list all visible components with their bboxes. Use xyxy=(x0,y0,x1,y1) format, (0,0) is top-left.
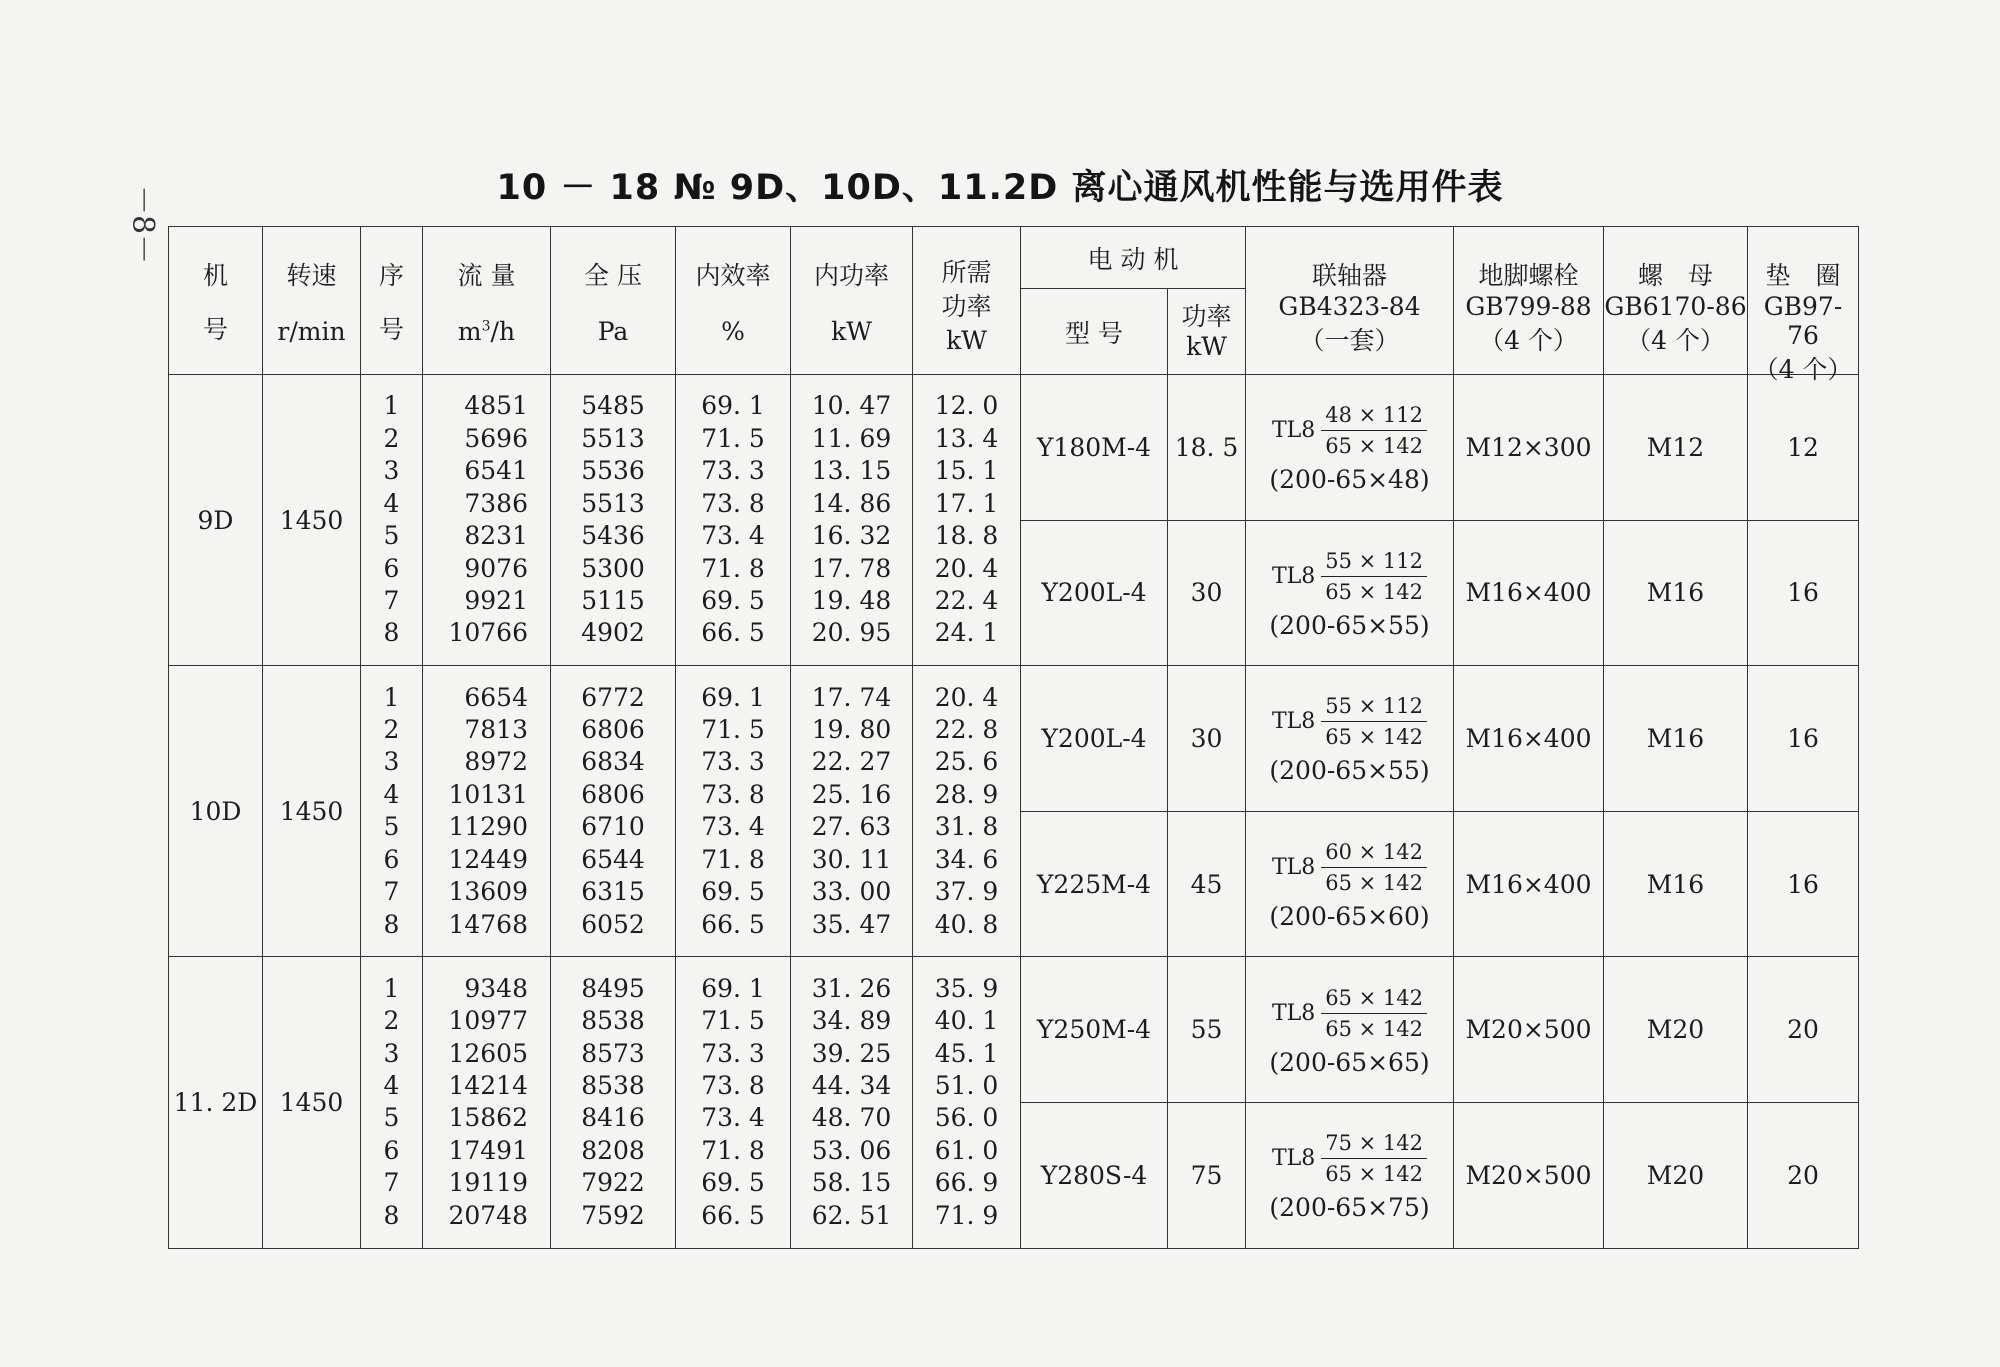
motor-power: 18. 5 xyxy=(1168,375,1246,521)
coupling-denominator: 65 × 142 xyxy=(1325,1016,1424,1041)
washer-cell: 12 xyxy=(1748,375,1859,521)
fan-performance-table xyxy=(168,226,1859,1249)
machine-cell: 9D xyxy=(169,375,263,666)
motor-model: Y200L-4 xyxy=(1021,520,1168,666)
inner-power-list xyxy=(791,957,913,1248)
coupling-type: TL8 xyxy=(1271,1000,1316,1026)
required-power-list-item: 40. 8 xyxy=(934,909,999,939)
coupling-cell xyxy=(1246,957,1454,1103)
efficiency-list-item: 73. 4 xyxy=(701,521,765,551)
inner-power-list-item: 58. 15 xyxy=(811,1168,892,1198)
flow-list-item: 20748 xyxy=(448,1200,528,1230)
efficiency-list-item: 73. 8 xyxy=(701,488,765,518)
seq-list-item: 8 xyxy=(383,909,400,939)
nut-cell: M12 xyxy=(1604,375,1748,521)
pressure-list xyxy=(551,957,676,1248)
inner-power-list-item: 11. 69 xyxy=(811,423,892,453)
header-required-power: 所需 功率 kW xyxy=(913,227,1021,375)
header-motor-power: 功率 kW xyxy=(1168,289,1246,375)
inner-power-list-item: 25. 16 xyxy=(811,779,892,809)
pressure-list-item: 5536 xyxy=(581,456,645,486)
seq-list-item: 4 xyxy=(383,779,400,809)
seq-list xyxy=(361,375,423,666)
header-seq: 序 号 xyxy=(361,227,423,375)
bolt-cell: M20×500 xyxy=(1454,957,1604,1103)
seq-list-item: 1 xyxy=(383,391,400,421)
efficiency-list-item: 69. 1 xyxy=(701,682,765,712)
pressure-list-item: 5436 xyxy=(581,521,645,551)
pressure-list xyxy=(551,666,676,957)
flow-list-item: 6541 xyxy=(464,456,528,486)
seq-list-item: 1 xyxy=(383,682,400,712)
seq-list-item: 4 xyxy=(383,1071,400,1101)
motor-model: Y250M-4 xyxy=(1021,957,1168,1103)
efficiency-list-item: 71. 8 xyxy=(701,1135,765,1165)
inner-power-list-item: 10. 47 xyxy=(811,391,892,421)
pressure-list-item: 5300 xyxy=(581,553,645,583)
flow-list xyxy=(423,666,551,957)
inner-power-list-item: 39. 25 xyxy=(811,1038,892,1068)
pressure-list-item: 8495 xyxy=(581,973,645,1003)
pressure-list-item: 8538 xyxy=(581,1071,645,1101)
coupling-numerator: 55 × 112 xyxy=(1321,546,1427,577)
efficiency-list-item: 73. 3 xyxy=(701,1038,765,1068)
seq-list-item: 1 xyxy=(383,973,400,1003)
coupling-type: TL8 xyxy=(1271,855,1316,881)
coupling-numerator: 48 × 112 xyxy=(1321,400,1427,431)
header-coupling: 联轴器 GB4323-84 （一套） xyxy=(1246,227,1454,375)
seq-list-item: 2 xyxy=(383,715,400,745)
pressure-list-item: 6710 xyxy=(581,812,645,842)
speed-cell: 1450 xyxy=(263,375,361,666)
coupling-numerator: 65 × 142 xyxy=(1321,983,1427,1014)
washer-cell: 20 xyxy=(1748,957,1859,1103)
efficiency-list-item: 69. 1 xyxy=(701,973,765,1003)
pressure-list-item: 8416 xyxy=(581,1103,645,1133)
header-machine: 机 号 xyxy=(169,227,263,375)
pressure-list-item: 5513 xyxy=(581,488,645,518)
flow-list-item: 7386 xyxy=(464,488,528,518)
coupling-spec: (200-65×65) xyxy=(1269,1047,1430,1077)
efficiency-list-item: 69. 5 xyxy=(701,585,765,615)
coupling-numerator: 55 × 112 xyxy=(1321,691,1427,722)
required-power-list-item: 20. 4 xyxy=(934,682,999,712)
efficiency-list-item: 66. 5 xyxy=(701,909,765,939)
coupling-type: TL8 xyxy=(1271,418,1316,444)
flow-list-item: 9921 xyxy=(464,585,528,615)
inner-power-list-item: 19. 48 xyxy=(811,585,892,615)
pressure-list-item: 7592 xyxy=(581,1200,645,1230)
flow-list-item: 10977 xyxy=(448,1006,528,1036)
flow-list-item: 8972 xyxy=(464,747,528,777)
required-power-list-item: 22. 4 xyxy=(934,585,999,615)
nut-cell: M16 xyxy=(1604,666,1748,812)
pressure-list-item: 6834 xyxy=(581,747,645,777)
inner-power-list-item: 34. 89 xyxy=(811,1006,892,1036)
pressure-list-item: 8208 xyxy=(581,1135,645,1165)
seq-list-item: 4 xyxy=(383,488,400,518)
washer-cell: 20 xyxy=(1748,1102,1859,1248)
header-motor-model: 型 号 xyxy=(1021,289,1168,375)
inner-power-list-item: 19. 80 xyxy=(811,715,892,745)
required-power-list-item: 22. 8 xyxy=(934,715,999,745)
coupling-denominator: 65 × 142 xyxy=(1325,579,1424,604)
motor-power: 30 xyxy=(1168,520,1246,666)
pressure-list xyxy=(551,375,676,666)
coupling-type: TL8 xyxy=(1271,709,1316,735)
inner-power-list-item: 48. 70 xyxy=(811,1103,892,1133)
required-power-list-item: 66. 9 xyxy=(934,1168,999,1198)
required-power-list-item: 35. 9 xyxy=(934,973,999,1003)
required-power-list-item: 13. 4 xyxy=(934,423,999,453)
coupling-cell xyxy=(1246,520,1454,666)
header-nut: 螺 母 GB6170-86 （4 个） xyxy=(1604,227,1748,375)
efficiency-list-item: 73. 3 xyxy=(701,747,765,777)
flow-list-item: 14768 xyxy=(448,909,528,939)
required-power-list xyxy=(913,375,1021,666)
motor-model: Y200L-4 xyxy=(1021,666,1168,812)
inner-power-list-item: 44. 34 xyxy=(811,1071,892,1101)
flow-list-item: 12605 xyxy=(448,1038,528,1068)
flow-list-item: 7813 xyxy=(464,715,528,745)
flow-list xyxy=(423,375,551,666)
flow-list-item: 6654 xyxy=(464,682,528,712)
efficiency-list-item: 73. 3 xyxy=(701,456,765,486)
required-power-list-item: 15. 1 xyxy=(934,456,999,486)
efficiency-list-item: 73. 4 xyxy=(701,1103,765,1133)
seq-list-item: 5 xyxy=(383,1103,400,1133)
motor-power: 45 xyxy=(1168,811,1246,957)
efficiency-list-item: 73. 4 xyxy=(701,812,765,842)
required-power-list xyxy=(913,666,1021,957)
required-power-list-item: 45. 1 xyxy=(934,1038,999,1068)
seq-list-item: 2 xyxy=(383,423,400,453)
inner-power-list-item: 53. 06 xyxy=(811,1135,892,1165)
pressure-list-item: 7922 xyxy=(581,1168,645,1198)
coupling-numerator: 60 × 142 xyxy=(1321,837,1427,868)
nut-cell: M16 xyxy=(1604,520,1748,666)
efficiency-list-item: 71. 8 xyxy=(701,553,765,583)
coupling-type: TL8 xyxy=(1271,1146,1316,1172)
flow-list-item: 9348 xyxy=(464,973,528,1003)
motor-row xyxy=(169,375,1859,521)
seq-list-item: 8 xyxy=(383,618,400,648)
header-efficiency: 内效率 % xyxy=(676,227,791,375)
flow-list xyxy=(423,957,551,1248)
required-power-list-item: 37. 9 xyxy=(934,877,999,907)
efficiency-list xyxy=(676,957,791,1248)
inner-power-list-item: 17. 78 xyxy=(811,553,892,583)
page-number: －8－ xyxy=(125,185,160,265)
header-inner-power: 内功率 kW xyxy=(791,227,913,375)
inner-power-list-item: 13. 15 xyxy=(811,456,892,486)
nut-cell: M20 xyxy=(1604,1102,1748,1248)
inner-power-list-item: 30. 11 xyxy=(811,844,892,874)
pressure-list-item: 4902 xyxy=(581,618,645,648)
inner-power-list-item: 22. 27 xyxy=(811,747,892,777)
pressure-list-item: 5115 xyxy=(581,585,645,615)
header-bolt: 地脚螺栓 GB799-88 （4 个） xyxy=(1454,227,1604,375)
header-flow: 流 量 $m^3/h$ xyxy=(423,227,551,375)
required-power-list-item: 20. 4 xyxy=(934,553,999,583)
bolt-cell: M16×400 xyxy=(1454,811,1604,957)
required-power-list-item: 18. 8 xyxy=(934,521,999,551)
motor-power: 30 xyxy=(1168,666,1246,812)
seq-list-item: 5 xyxy=(383,812,400,842)
required-power-list xyxy=(913,957,1021,1248)
inner-power-list-item: 27. 63 xyxy=(811,812,892,842)
pressure-list-item: 8573 xyxy=(581,1038,645,1068)
motor-power: 55 xyxy=(1168,957,1246,1103)
flow-list-item: 13609 xyxy=(448,877,528,907)
flow-list-item: 4851 xyxy=(464,391,528,421)
coupling-spec: (200-65×48) xyxy=(1269,465,1430,495)
machine-cell: 11. 2D xyxy=(169,957,263,1248)
table-title: 10 － 18 № 9D、10D、11.2D 离心通风机性能与选用件表 xyxy=(496,168,1504,208)
inner-power-list-item: 35. 47 xyxy=(811,909,892,939)
coupling-cell xyxy=(1246,666,1454,812)
required-power-list-item: 34. 6 xyxy=(934,844,999,874)
coupling-denominator: 65 × 142 xyxy=(1325,725,1424,750)
coupling-spec: (200-65×60) xyxy=(1269,902,1430,932)
seq-list-item: 3 xyxy=(383,456,400,486)
coupling-denominator: 65 × 142 xyxy=(1325,1162,1424,1187)
bolt-cell: M20×500 xyxy=(1454,1102,1604,1248)
pressure-list-item: 5485 xyxy=(581,391,645,421)
efficiency-list-item: 69. 5 xyxy=(701,877,765,907)
seq-list-item: 3 xyxy=(383,747,400,777)
nut-cell: M20 xyxy=(1604,957,1748,1103)
coupling-type: TL8 xyxy=(1271,563,1316,589)
seq-list-item: 6 xyxy=(383,553,400,583)
required-power-list-item: 31. 8 xyxy=(934,812,999,842)
pressure-list-item: 6806 xyxy=(581,779,645,809)
flow-list-item: 19119 xyxy=(448,1168,528,1198)
seq-list-item: 2 xyxy=(383,1006,400,1036)
motor-model: Y280S-4 xyxy=(1021,1102,1168,1248)
washer-cell: 16 xyxy=(1748,666,1859,812)
motor-model: Y180M-4 xyxy=(1021,375,1168,521)
seq-list-item: 5 xyxy=(383,521,400,551)
header-speed: 转速 r/min xyxy=(263,227,361,375)
required-power-list-item: 51. 0 xyxy=(934,1071,999,1101)
pressure-list-item: 6052 xyxy=(581,909,645,939)
coupling-cell xyxy=(1246,375,1454,521)
pressure-list-item: 6772 xyxy=(581,682,645,712)
inner-power-list-item: 33. 00 xyxy=(811,877,892,907)
efficiency-list xyxy=(676,375,791,666)
header-pressure: 全 压 Pa xyxy=(551,227,676,375)
efficiency-list-item: 71. 5 xyxy=(701,423,765,453)
pressure-list-item: 5513 xyxy=(581,423,645,453)
coupling-numerator: 75 × 142 xyxy=(1321,1128,1427,1159)
coupling-spec: (200-65×55) xyxy=(1269,610,1430,640)
inner-power-list-item: 14. 86 xyxy=(811,488,892,518)
bolt-cell: M16×400 xyxy=(1454,520,1604,666)
coupling-cell xyxy=(1246,811,1454,957)
pressure-list-item: 6806 xyxy=(581,715,645,745)
required-power-list-item: 71. 9 xyxy=(934,1200,999,1230)
flow-list-item: 8231 xyxy=(464,521,528,551)
seq-list xyxy=(361,957,423,1248)
seq-list xyxy=(361,666,423,957)
required-power-list-item: 24. 1 xyxy=(934,618,999,648)
seq-list-item: 7 xyxy=(383,877,400,907)
washer-cell: 16 xyxy=(1748,520,1859,666)
bolt-cell: M16×400 xyxy=(1454,666,1604,812)
required-power-list-item: 40. 1 xyxy=(934,1006,999,1036)
required-power-list-item: 61. 0 xyxy=(934,1135,999,1165)
coupling-spec: (200-65×75) xyxy=(1269,1193,1430,1223)
pressure-list-item: 6315 xyxy=(581,877,645,907)
flow-list-item: 17491 xyxy=(448,1135,528,1165)
required-power-list-item: 25. 6 xyxy=(934,747,999,777)
efficiency-list-item: 73. 8 xyxy=(701,779,765,809)
speed-cell: 1450 xyxy=(263,957,361,1248)
seq-list-item: 6 xyxy=(383,844,400,874)
efficiency-list-item: 66. 5 xyxy=(701,1200,765,1230)
machine-cell: 10D xyxy=(169,666,263,957)
washer-cell: 16 xyxy=(1748,811,1859,957)
coupling-denominator: 65 × 142 xyxy=(1325,434,1424,459)
inner-power-list-item: 31. 26 xyxy=(811,973,892,1003)
seq-list-item: 6 xyxy=(383,1135,400,1165)
bolt-cell: M12×300 xyxy=(1454,375,1604,521)
efficiency-list-item: 66. 5 xyxy=(701,618,765,648)
required-power-list-item: 56. 0 xyxy=(934,1103,999,1133)
motor-row xyxy=(169,957,1859,1103)
inner-power-list xyxy=(791,666,913,957)
header-washer: 垫 圈 GB97-76 （4 个） xyxy=(1748,227,1859,375)
flow-list-item: 10131 xyxy=(448,779,528,809)
inner-power-list xyxy=(791,375,913,666)
efficiency-list-item: 73. 8 xyxy=(701,1071,765,1101)
flow-list-item: 10766 xyxy=(448,618,528,648)
pressure-list-item: 6544 xyxy=(581,844,645,874)
flow-list-item: 9076 xyxy=(464,553,528,583)
flow-list-item: 5696 xyxy=(464,423,528,453)
header-motor: 电 动 机 xyxy=(1021,227,1246,289)
coupling-spec: (200-65×55) xyxy=(1269,756,1430,786)
inner-power-list-item: 16. 32 xyxy=(811,521,892,551)
efficiency-list-item: 71. 5 xyxy=(701,715,765,745)
seq-list-item: 3 xyxy=(383,1038,400,1068)
coupling-cell xyxy=(1246,1102,1454,1248)
inner-power-list-item: 20. 95 xyxy=(811,618,892,648)
efficiency-list xyxy=(676,666,791,957)
flow-list-item: 15862 xyxy=(448,1103,528,1133)
speed-cell: 1450 xyxy=(263,666,361,957)
inner-power-list-item: 62. 51 xyxy=(811,1200,892,1230)
efficiency-list-item: 69. 5 xyxy=(701,1168,765,1198)
motor-power: 75 xyxy=(1168,1102,1246,1248)
flow-list-item: 11290 xyxy=(448,812,528,842)
efficiency-list-item: 71. 8 xyxy=(701,844,765,874)
required-power-list-item: 12. 0 xyxy=(934,391,999,421)
flow-list-item: 14214 xyxy=(448,1071,528,1101)
required-power-list-item: 17. 1 xyxy=(934,488,999,518)
coupling-denominator: 65 × 142 xyxy=(1325,871,1424,896)
nut-cell: M16 xyxy=(1604,811,1748,957)
flow-list-item: 12449 xyxy=(448,844,528,874)
seq-list-item: 7 xyxy=(383,1168,400,1198)
motor-row xyxy=(169,666,1859,812)
efficiency-list-item: 71. 5 xyxy=(701,1006,765,1036)
motor-model: Y225M-4 xyxy=(1021,811,1168,957)
seq-list-item: 8 xyxy=(383,1200,400,1230)
required-power-list-item: 28. 9 xyxy=(934,779,999,809)
inner-power-list-item: 17. 74 xyxy=(811,682,892,712)
pressure-list-item: 8538 xyxy=(581,1006,645,1036)
efficiency-list-item: 69. 1 xyxy=(701,391,765,421)
seq-list-item: 7 xyxy=(383,585,400,615)
